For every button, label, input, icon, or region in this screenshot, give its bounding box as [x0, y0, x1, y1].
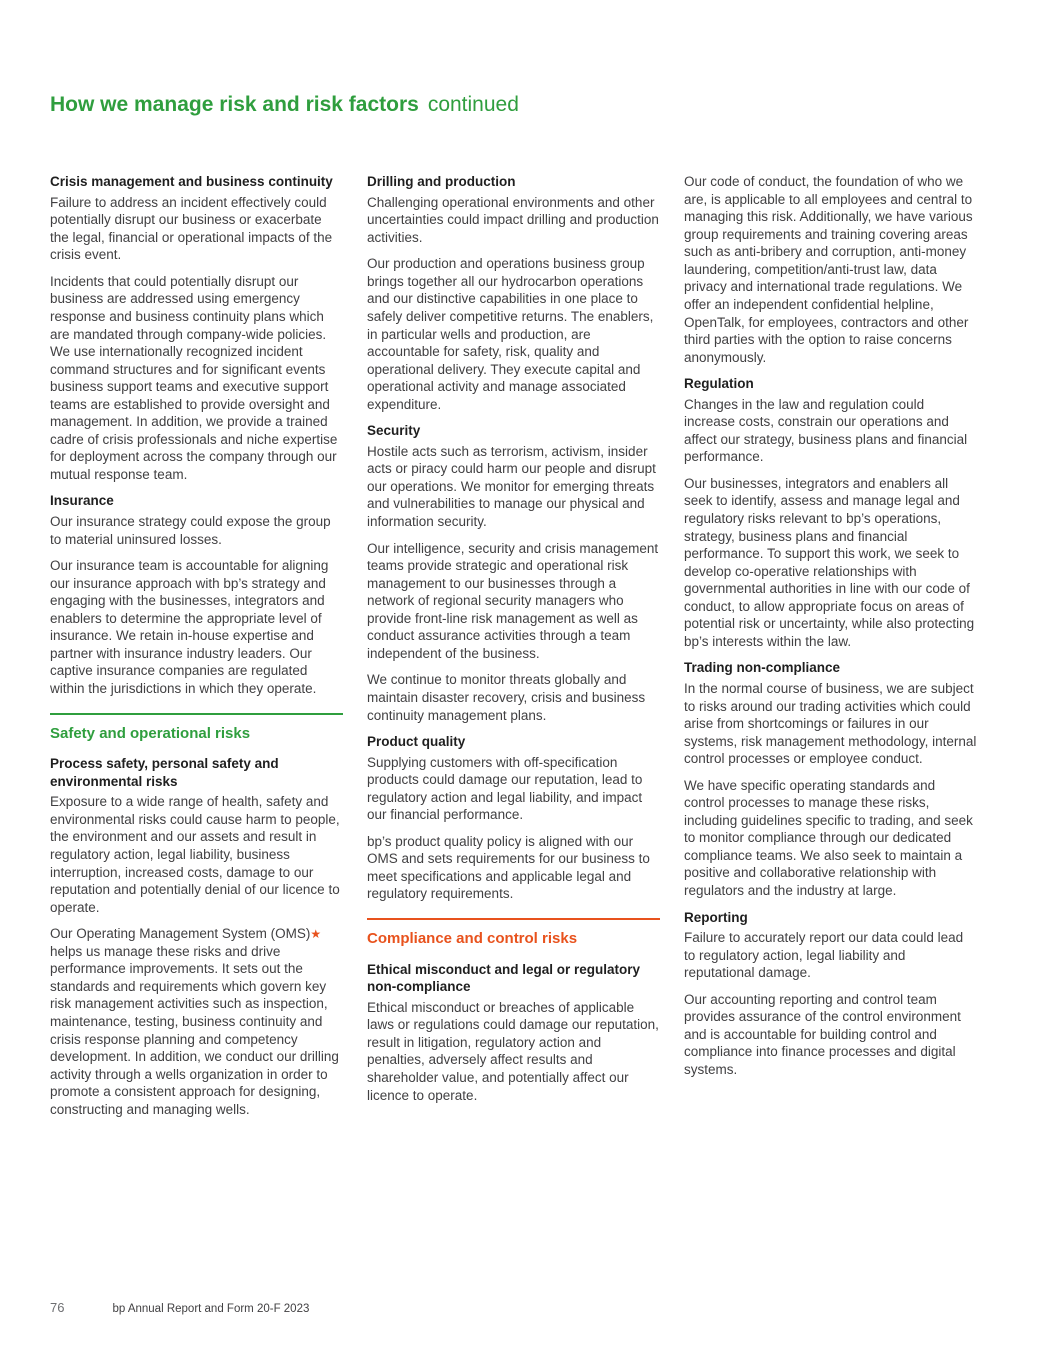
- oms-star-icon: ★: [310, 927, 322, 942]
- paragraph: Supplying customers with off-specification products could damage our reputation, lead to regulatory action and legal liability, and impact our financial performance.: [367, 754, 643, 823]
- page-title: [50, 92, 998, 117]
- paragraph: Our insurance team is accountable for aligning our insurance approach with bp’s strategy and engaging with the businesses, integrators and enablers to determine the appropriate level of insurance. We retain in-house expertise and partner with insurance industry leaders. Our captive insurance companies are regulated within the jurisdictions in which they operate.: [50, 558, 329, 696]
- paragraph: We continue to monitor threats globally and maintain disaster recovery, crisis and business continuity management plans.: [367, 672, 646, 723]
- paragraph: Our insurance strategy could expose the group to material uninsured losses.: [50, 514, 331, 547]
- footer-text: bp Annual Report and Form 20-F 2023: [112, 1303, 310, 1315]
- paragraph: Challenging operational environments and other uncertainties could impact drilling and production activities.: [367, 194, 659, 245]
- page-footer: [50, 1300, 309, 1315]
- paragraph: bp’s product quality policy is aligned with our OMS and sets requirements for our business to meet specifications and applicable legal and regulatory requirements.: [367, 833, 650, 902]
- sub-heading: Insurance: [50, 493, 114, 509]
- paragraph: Our code of conduct, the foundation of who we are, is applicable to all employees and central to managing this risk. Additionally, we have various group requirements and training covering areas such as anti-bribery and corruption, anti-money laundering, competition/anti-trust law, data privacy and international trade regulations. We offer an independent confidential helpline, OpenTalk, for employees, contractors and other third parties with the option to raise concerns anonymously.: [684, 174, 973, 365]
- paragraph: Our accounting reporting and control team provides assurance of the control environment and is accountable for building control and compliance into finance processes and digital systems.: [684, 991, 961, 1077]
- section-title: Safety and operational risks: [50, 724, 251, 742]
- sub-heading: Ethical misconduct and legal or regulatory non-compliance: [367, 961, 641, 995]
- paragraph: Our intelligence, security and crisis management teams provide strategic and operational risk management to our businesses through a network of regional security managers who provide front-line risk management as well as conduct assurance activities through a team independent of the business.: [367, 540, 659, 661]
- sub-heading: Reporting: [684, 909, 748, 925]
- paragraph: Our businesses, integrators and enablers all seek to identify, assess and manage legal and regulatory risks relevant to bp’s operations, strategy, business plans and financial performance. To support this work, we seek to develop co-operative relationships with governmental authorities in line with our code of conduct, to allow appropriate focus on areas of potential risk or uncertainty, while also protecting bp’s interests within the law.: [684, 475, 975, 649]
- section-rule: [50, 713, 343, 715]
- paragraph: Our Operating Management System (OMS)★ helps us manage these risks and drive performance improvements. It sets out the standards and requirements which govern key risk management activities such as inspection, maintenance, testing, business continuity and crisis response planning and competency development. In addition, we conduct our drilling activity through a wells organization in order to promote a consistent approach for designing, constructing and managing wells.: [50, 926, 339, 1117]
- page-title-suffix: continued: [427, 93, 519, 116]
- column-3: [684, 173, 977, 1127]
- paragraph: Failure to address an incident effectively could potentially disrupt our business or exacerbate the legal, financial or operational impacts of the crisis event.: [50, 194, 333, 263]
- paragraph: Our production and operations business group brings together all our hydrocarbon operations and our distinctive capabilities in one place to safely deliver competitive returns. The enablers, in particular wells and production, are accountable for safety, risk, quality and operational delivery. They execute capital and operational activity and manage associated expenditure.: [367, 256, 654, 412]
- page-title-main: How we manage risk and risk factors: [50, 93, 419, 116]
- paragraph: In the normal course of business, we are subject to risks around our trading activities which could arise from shortcomings or failures in our systems, risk management methodology, internal control processes or employee conduct.: [684, 680, 977, 767]
- sub-heading: Drilling and production: [367, 174, 516, 190]
- section-heading: [50, 713, 343, 744]
- paragraph: Exposure to a wide range of health, safety and environmental risks could cause harm to people, the environment and our assets and result in regulatory action, legal liability, business interruption, increased costs, damage to our reputation and potentially denial of our licence to operate.: [50, 794, 340, 915]
- page-header: [50, 92, 998, 117]
- sub-heading: Product quality: [367, 734, 466, 750]
- paragraph: Ethical misconduct or breaches of applicable laws or regulations could damage our reputation, result in litigation, regulatory action and penalties, adversely affect results and shareholder value, and potentially affect our licence to operate.: [367, 999, 659, 1103]
- sub-heading: Process safety, personal safety and environmental risks: [50, 756, 279, 789]
- sub-heading: Crisis management and business continuity: [50, 174, 333, 190]
- column-2: [367, 173, 660, 1127]
- section-rule: [367, 918, 660, 920]
- section-heading: [367, 918, 660, 949]
- sub-heading: Trading non-compliance: [684, 660, 841, 676]
- sub-heading: Regulation: [684, 376, 754, 392]
- column-1: [50, 173, 343, 1127]
- content-columns: [50, 173, 978, 1127]
- paragraph: Hostile acts such as terrorism, activism, insider acts or piracy could harm our people and disrupt our operations. We monitor for emerging threats and vulnerabilities to manage our physical and information security.: [367, 443, 656, 530]
- paragraph: Changes in the law and regulation could increase costs, constrain our operations and affect our strategy, business plans and financial performance.: [684, 396, 968, 465]
- paragraph: Incidents that could potentially disrupt our business are addressed using emergency response and business continuity plans which are mandated through company-wide policies. We use internationally recognized incident command structures and for significant events business support teams and executive support teams are established to provide oversight and management. In addition, we provide a trained cadre of crisis professionals and niche expertise for deployment across the company through our mutual response team.: [50, 273, 338, 482]
- paragraph: We have specific operating standards and control processes to manage these risks, including guidelines specific to trading, and seek to monitor compliance through our dedicated compliance teams. We also seek to maintain a positive and collaborative relationship with regulators and the industry at large.: [684, 777, 973, 898]
- paragraph: Failure to accurately report our data could lead to regulatory action, legal liability and reputational damage.: [684, 930, 964, 981]
- page-number: 76: [50, 1300, 65, 1315]
- sub-heading: Security: [367, 423, 421, 439]
- section-title: Compliance and control risks: [367, 929, 578, 947]
